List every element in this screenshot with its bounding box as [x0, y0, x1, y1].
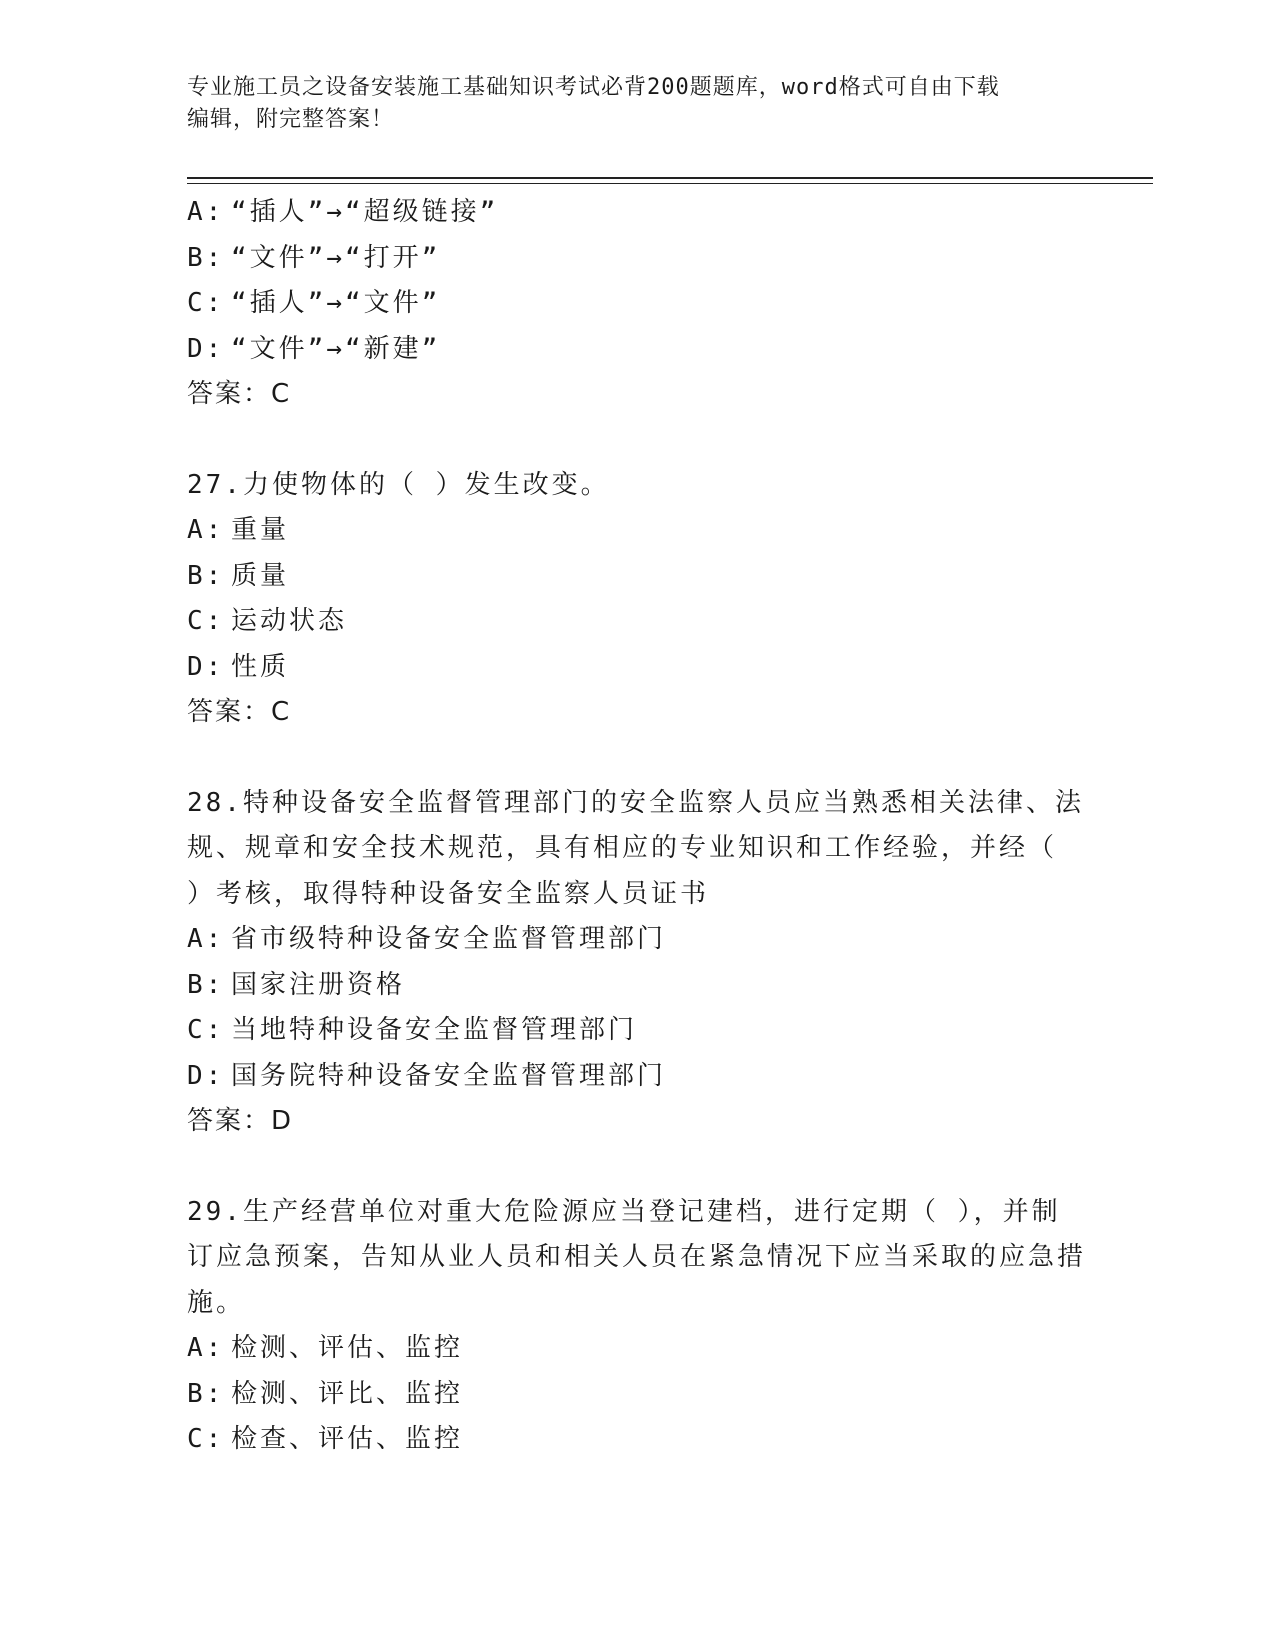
option-text: 运动状态	[231, 606, 348, 636]
option-letter: B:	[187, 1378, 225, 1409]
option-d	[187, 327, 1087, 373]
option-d	[187, 1054, 1087, 1100]
answer-line: 答案：D	[187, 1106, 294, 1136]
option-b	[187, 554, 1087, 600]
option-letter: C:	[187, 1424, 225, 1454]
option-text: “插人”→“文件”	[231, 288, 441, 318]
question-list	[187, 190, 1087, 1463]
option-a	[187, 508, 1087, 554]
option-d	[187, 645, 1087, 691]
document-header	[187, 72, 1067, 136]
option-a	[187, 1326, 1087, 1372]
option-letter: B:	[187, 242, 225, 273]
option-letter: D:	[187, 651, 225, 682]
spacer	[187, 736, 1087, 781]
option-text: 检测、评比、监控	[231, 1378, 464, 1409]
option-text: “插人”→“超级链接”	[231, 197, 499, 227]
header-rule-thin	[187, 183, 1153, 184]
option-text: 质量	[231, 560, 290, 591]
header-rule-thick	[187, 177, 1153, 179]
option-text: 性质	[231, 651, 290, 682]
question-26	[187, 190, 1087, 418]
option-letter: C:	[187, 606, 225, 636]
option-letter: B:	[187, 560, 225, 591]
option-c	[187, 1417, 1087, 1463]
option-letter: B:	[187, 969, 225, 1000]
option-text: “文件”→“新建”	[231, 333, 441, 364]
header-title-line-2: 编辑，附完整答案！	[187, 107, 395, 132]
option-text: 国家注册资格	[231, 969, 406, 1000]
question-stem: 27.力使物体的（ ）发生改变。	[187, 469, 610, 500]
option-letter: D:	[187, 333, 225, 364]
option-text: 重量	[231, 515, 290, 545]
option-letter: C:	[187, 288, 225, 318]
option-letter: A:	[187, 1333, 225, 1363]
question-27	[187, 463, 1087, 736]
option-b	[187, 236, 1087, 282]
option-c	[187, 599, 1087, 645]
question-stem: 28.特种设备安全监督管理部门的安全监察人员应当熟悉相关法律、法规、规章和安全技术规范，具有相应的专业知识和工作经验，并经（ ）考核，取得特种设备安全监察人员证书	[187, 787, 1084, 909]
option-letter: A:	[187, 924, 225, 954]
option-text: 国务院特种设备安全监督管理部门	[231, 1060, 667, 1091]
question-28	[187, 781, 1087, 1145]
option-letter: A:	[187, 197, 225, 227]
option-b	[187, 963, 1087, 1009]
option-letter: D:	[187, 1060, 225, 1091]
option-a	[187, 190, 1087, 236]
option-text: 检测、评估、监控	[231, 1333, 464, 1363]
spacer	[187, 1145, 1087, 1190]
option-text: “文件”→“打开”	[231, 242, 441, 273]
option-text: 当地特种设备安全监督管理部门	[231, 1015, 638, 1045]
header-title-line-1: 专业施工员之设备安装施工基础知识考试必背200题题库，word格式可自由下载	[187, 75, 1000, 100]
spacer	[187, 418, 1087, 463]
option-a	[187, 917, 1087, 963]
option-c	[187, 1008, 1087, 1054]
option-letter: A:	[187, 515, 225, 545]
option-letter: C:	[187, 1015, 225, 1045]
option-b	[187, 1372, 1087, 1418]
answer-line: 答案：C	[187, 697, 292, 727]
answer-line: 答案：C	[187, 379, 292, 409]
option-text: 省市级特种设备安全监督管理部门	[231, 924, 667, 954]
option-text: 检查、评估、监控	[231, 1424, 464, 1454]
option-c	[187, 281, 1087, 327]
question-29	[187, 1190, 1087, 1463]
question-stem: 29.生产经营单位对重大危险源应当登记建档，进行定期（ ），并制订应急预案，告知从业人员和相关人员在紧急情况下应当采取的应急措施。	[187, 1196, 1087, 1318]
